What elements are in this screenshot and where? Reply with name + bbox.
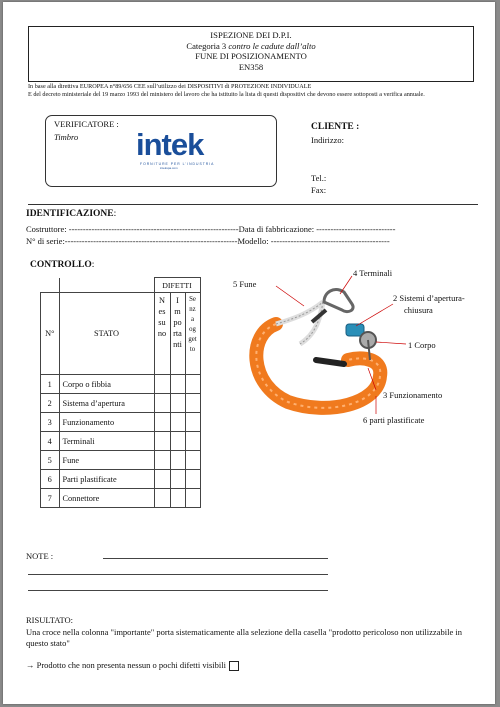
checkbox-cell[interactable] <box>185 375 200 394</box>
table-row: 2 Sistema d’apertura <box>41 394 201 413</box>
col-stato-header: STATO <box>59 293 154 375</box>
checkbox-cell[interactable] <box>185 394 200 413</box>
checkbox-cell[interactable] <box>185 470 200 489</box>
col-senza-header: Se nz a og get to <box>185 293 200 375</box>
checkbox-cell[interactable] <box>170 413 185 432</box>
checkbox-cell[interactable] <box>185 489 200 508</box>
braided-rope-image <box>276 302 323 344</box>
plastic-sleeve-image <box>316 360 344 364</box>
checkbox-cell[interactable] <box>185 432 200 451</box>
checkbox-cell[interactable] <box>154 413 170 432</box>
label-corpo: 1 Corpo <box>408 340 436 350</box>
cliente-label: CLIENTE : <box>311 122 360 132</box>
checkbox-cell[interactable] <box>170 470 185 489</box>
title-box <box>28 26 474 82</box>
checkbox-cell[interactable] <box>170 432 185 451</box>
title-line-1: ISPEZIONE DEI D.P.I. <box>210 30 292 40</box>
checkbox-cell[interactable] <box>154 451 170 470</box>
risultato-title: RISULTATO: <box>26 615 74 625</box>
table-row: 3 Funzionamento <box>41 413 201 432</box>
table-row: 4 Terminali <box>41 432 201 451</box>
label-sistemi-1: 2 Sistemi d’apertura- <box>393 293 465 303</box>
label-terminali: 4 Terminali <box>353 268 393 278</box>
note-line[interactable] <box>28 590 328 591</box>
controllo-table <box>40 277 201 508</box>
costruttore-field: Costruttore: ------------------------------------------------------------Data di fabbricazione: ---------------------------- <box>26 224 396 234</box>
col-importanti-header: I m po rta nti <box>170 293 185 375</box>
serie-field: N° di serie:-------------------------------------------------------------Modello: ------------------------------------------ <box>26 236 390 246</box>
fax-label: Fax: <box>311 185 327 195</box>
pointer-line <box>376 342 406 344</box>
controllo-title: CONTROLLO: <box>30 260 95 270</box>
table-row: 7 Connettore <box>41 489 201 508</box>
checkbox-cell[interactable] <box>154 375 170 394</box>
checkbox-cell[interactable] <box>185 413 200 432</box>
tel-label: Tel.: <box>311 173 327 183</box>
checkbox-cell[interactable] <box>154 470 170 489</box>
note-label: NOTE : <box>26 551 54 561</box>
verificatore-label: VERIFICATORE : <box>54 119 119 129</box>
col-nessuno-header: N es su no <box>154 293 170 375</box>
title-line-4: EN358 <box>238 61 264 72</box>
intro-text: In base alla direttiva EUROPEA n°89/656 CEE sull’utilizzo dei DISPOSITIVI di PROTEZIONE INDIVIDUALE E del decreto ministeriale del 19 marzo 1993 del ministero del lavoro che ha istituito la lista di questi dispositivi che devono essere sottoposti a verifica annuale. <box>28 83 425 98</box>
pointer-line <box>276 286 304 306</box>
table-row: 6 Parti plastificate <box>41 470 201 489</box>
checkbox-cell[interactable] <box>170 394 185 413</box>
rope-diagram <box>228 264 488 434</box>
note-line[interactable] <box>103 558 328 559</box>
col-n-header: N° <box>41 293 60 375</box>
difetti-header: DIFETTI <box>154 278 200 293</box>
carabiner-image <box>324 290 353 312</box>
intek-logo: intek FORNITURE PER L'INDUSTRIA intekspa.com <box>136 127 215 170</box>
label-fune: 5 Fune <box>233 279 257 289</box>
document-page <box>3 2 495 704</box>
note-line[interactable] <box>28 574 328 575</box>
label-parti: 6 parti plastificate <box>363 415 425 425</box>
pointer-line <box>356 304 393 326</box>
title-line-2: Categoria 3 contro le cadute dall’alto <box>186 40 316 51</box>
checkbox-cell[interactable] <box>170 451 185 470</box>
label-sistemi-2: chiusura <box>404 305 433 315</box>
verificatore-box <box>45 115 277 187</box>
checkbox-cell[interactable] <box>170 375 185 394</box>
separator-line <box>28 204 478 205</box>
checkbox-cell[interactable] <box>170 489 185 508</box>
indirizzo-label: Indirizzo: <box>311 135 345 145</box>
checkbox-cell[interactable] <box>154 432 170 451</box>
table-row: 1 Corpo o fibbia <box>41 375 201 394</box>
checkbox[interactable] <box>229 661 239 671</box>
title-line-3: FUNE DI POSIZIONAMENTO <box>195 51 307 62</box>
risultato-text: Una croce nella colonna "importante" porta sistematicamente alla selezione della casella "prodotto pericoloso non utilizzabile in questo stato" <box>26 627 462 648</box>
risultato-option: → Prodotto che non presenta nessun o pochi difetti visibili <box>26 660 239 671</box>
checkbox-cell[interactable] <box>154 489 170 508</box>
checkbox-cell[interactable] <box>154 394 170 413</box>
timbro-label: Timbro <box>54 132 79 142</box>
checkbox-cell[interactable] <box>185 451 200 470</box>
table-row: 5 Fune <box>41 451 201 470</box>
pointer-line <box>340 276 352 294</box>
identificazione-title: IDENTIFICAZIONE: <box>26 209 117 219</box>
label-funzionamento: 3 Funzionamento <box>383 390 443 400</box>
